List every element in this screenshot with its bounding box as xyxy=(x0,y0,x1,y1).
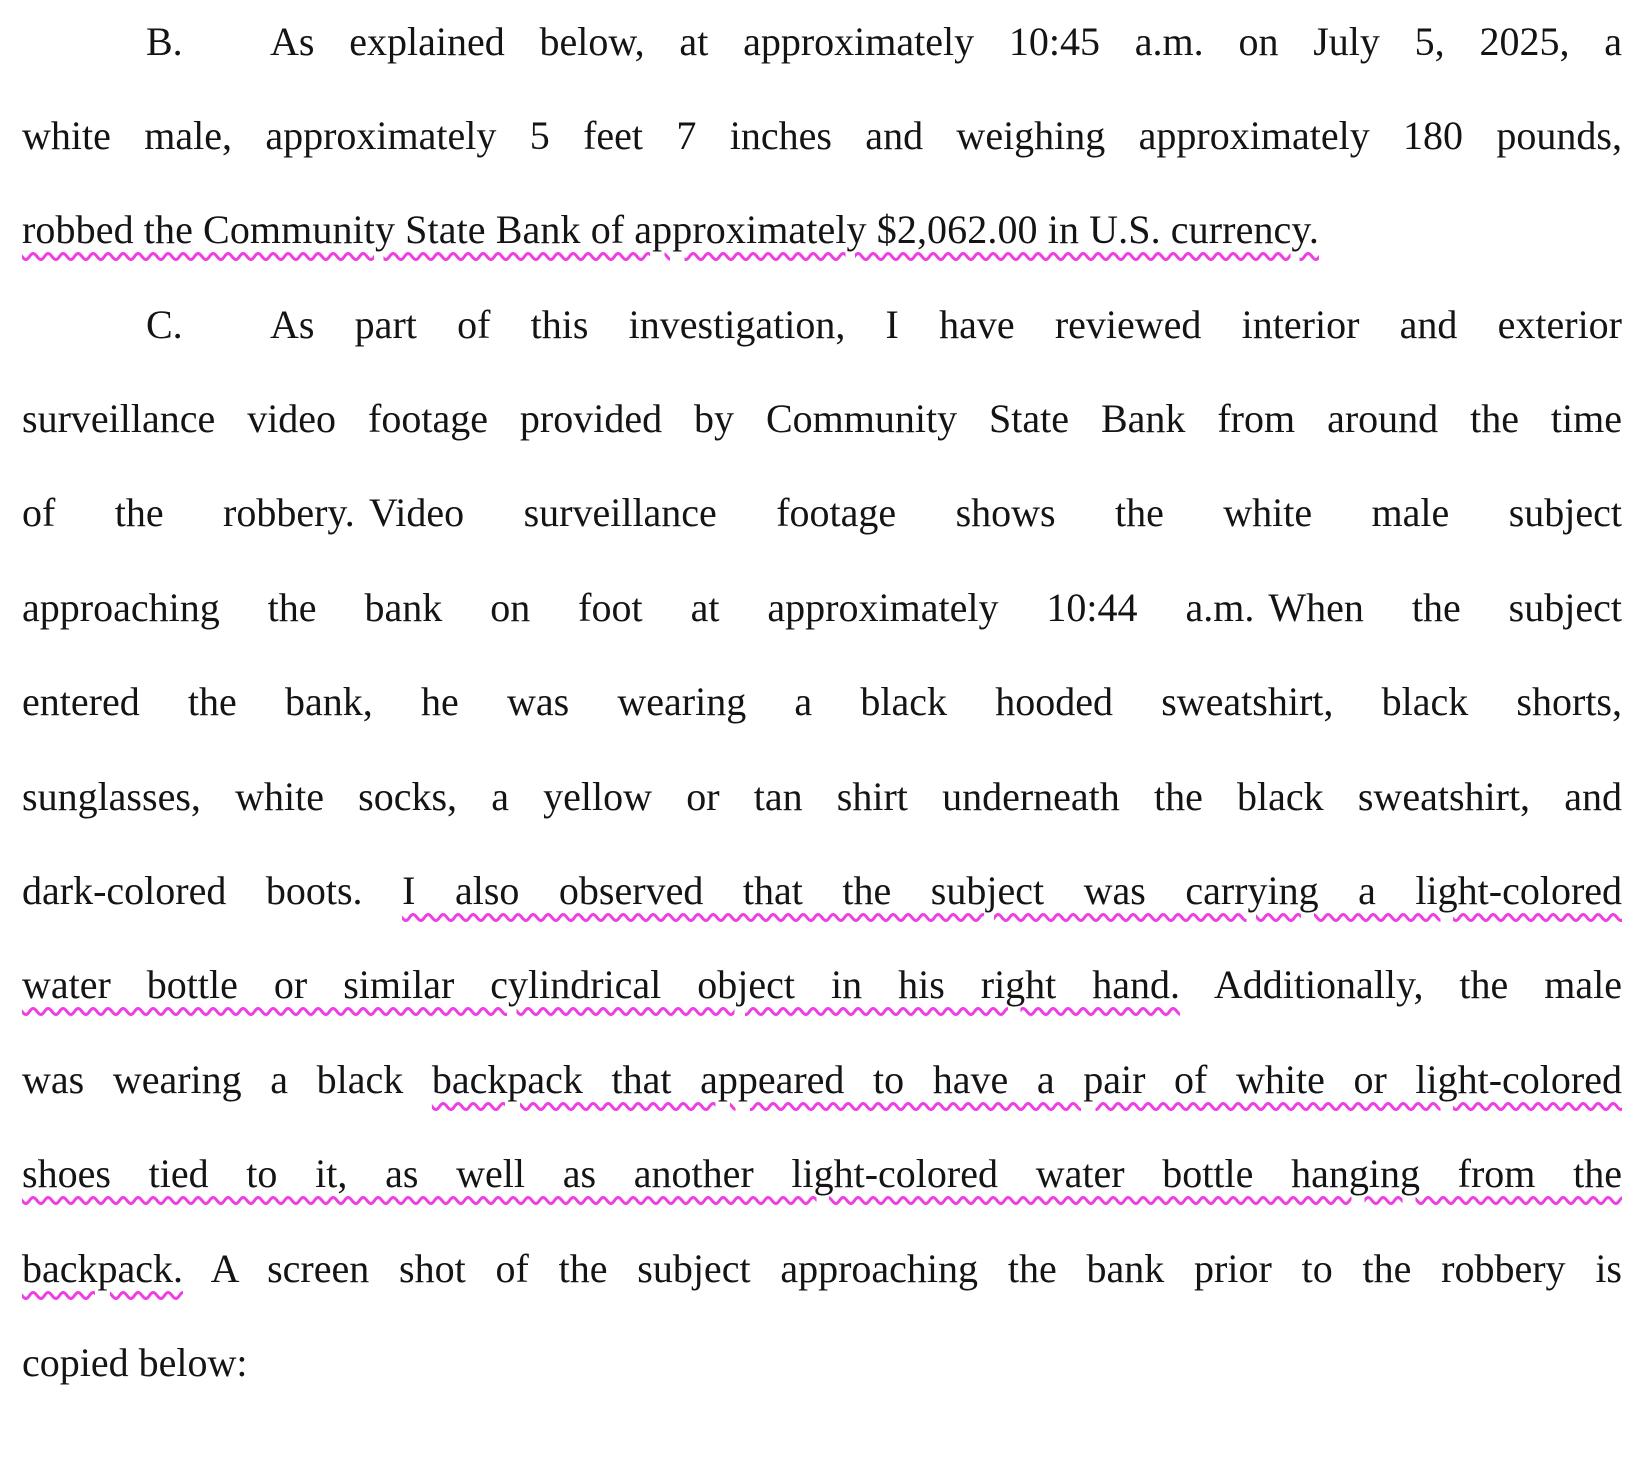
paragraph-c-line-4 xyxy=(22,578,1622,638)
paragraph-c-text-12: copied below: xyxy=(22,1340,248,1385)
paragraph-c-text-6: sunglasses, white socks, a yellow or tan shirt underneath the black sweatshirt, and xyxy=(22,774,1622,819)
paragraph-c-text-4a: approaching the bank on foot at approximately 10:44 a.m. xyxy=(22,585,1255,630)
paragraph-c-text-3a: of the robbery. xyxy=(22,490,355,535)
paragraph-c-text-9: was wearing a black xyxy=(22,1057,404,1102)
highlighted-text: water bottle or similar cylindrical object in his right hand. xyxy=(22,962,1181,1007)
paragraph-c-line-8 xyxy=(22,955,1622,1015)
paragraph-c-text-3b: Video surveillance footage shows the white male subject xyxy=(368,490,1623,535)
paragraph-c-line-9 xyxy=(22,1050,1622,1110)
paragraph-c-line-5 xyxy=(22,672,1622,732)
paragraph-c-text-7: dark-colored boots. xyxy=(22,868,363,913)
paragraph-c-line-10 xyxy=(22,1144,1622,1204)
paragraph-c-line-2 xyxy=(22,389,1622,449)
paragraph-c-line-3 xyxy=(22,483,1622,543)
paragraph-c-text-4b: When the subject xyxy=(1268,585,1622,630)
paragraph-c-line-1 xyxy=(22,295,1622,355)
paragraph-b-line-1 xyxy=(22,12,1622,72)
paragraph-c-text-5: entered the bank, he was wearing a black hooded sweatshirt, black shorts, xyxy=(22,679,1622,724)
paragraph-c-line-12 xyxy=(22,1333,1622,1393)
paragraph-c-label: C. xyxy=(146,302,183,347)
paragraph-c-line-7 xyxy=(22,861,1622,921)
highlighted-text: backpack. xyxy=(22,1246,184,1291)
paragraph-c-text-11: A screen shot of the subject approaching the bank prior to the robbery is xyxy=(210,1246,1623,1291)
paragraph-c-text-2: surveillance video footage provided by Community State Bank from around the time xyxy=(22,396,1622,441)
paragraph-b-text-1: As explained below, at approximately 10:45 a.m. on July 5, 2025, a xyxy=(270,19,1622,64)
paragraph-c-text-1: As part of this investigation, I have reviewed interior and exterior xyxy=(270,302,1622,347)
paragraph-b-line-2 xyxy=(22,106,1622,166)
highlighted-text: backpack that appeared to have a pair of white or light-colored xyxy=(431,1057,1622,1102)
paragraph-b-text-2: white male, approximately 5 feet 7 inches and weighing approximately 180 pounds, xyxy=(22,113,1622,158)
paragraph-c-line-6 xyxy=(22,767,1622,827)
paragraph-c-line-11 xyxy=(22,1239,1622,1299)
paragraph-b-label: B. xyxy=(146,19,183,64)
highlighted-text: I also observed that the subject was carrying a light-colored xyxy=(402,868,1623,913)
highlighted-text: shoes tied to it, as well as another light-colored water bottle hanging from the xyxy=(22,1151,1622,1196)
paragraph-c-text-8: Additionally, the male xyxy=(1213,962,1623,1007)
highlighted-text: robbed the Community State Bank of approximately $2,062.00 in U.S. currency. xyxy=(22,207,1319,252)
paragraph-b-line-3 xyxy=(22,200,1622,260)
